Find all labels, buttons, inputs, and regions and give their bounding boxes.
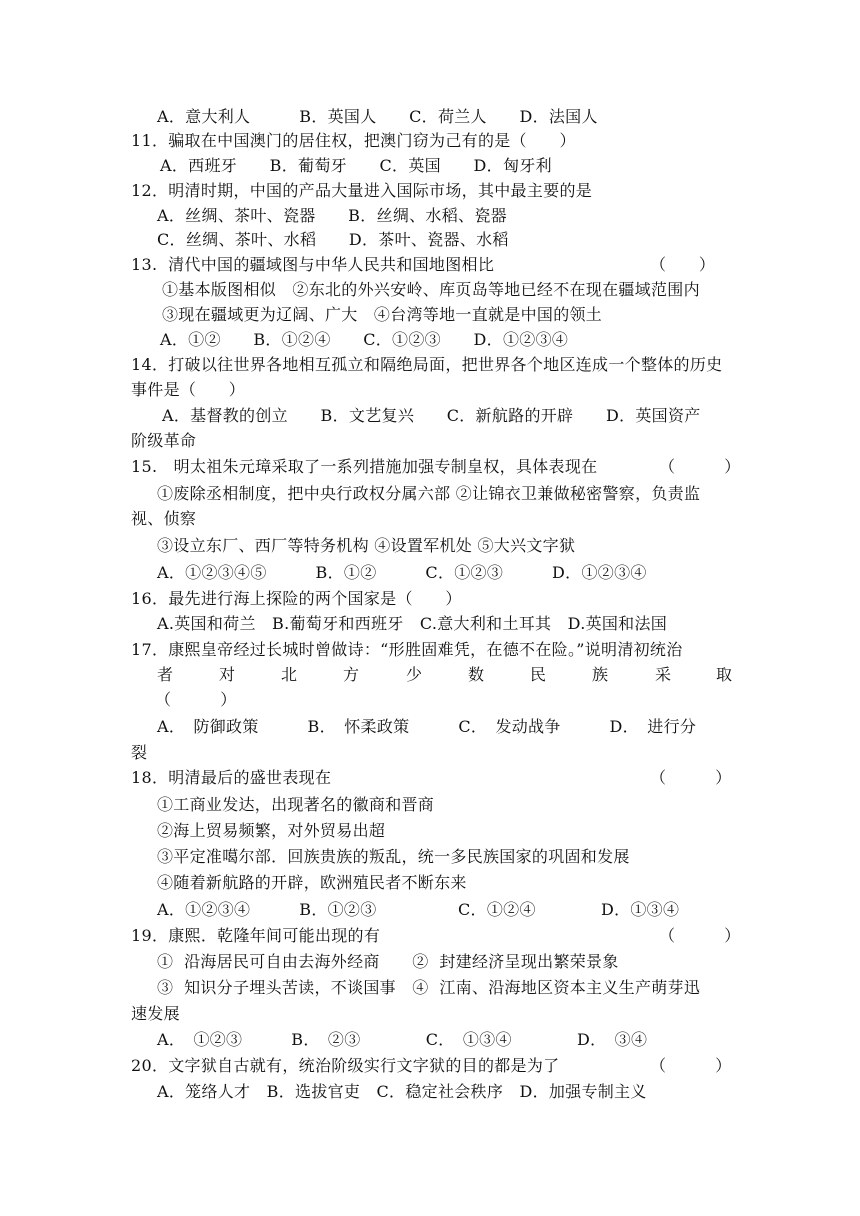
q15-stem: 15. 明太祖朱元璋采取了一系列措施加强专制皇权，具体表现在 [131, 457, 598, 476]
q19-statements-2-cont: 速发展 [131, 1004, 180, 1023]
q13-statements-1: ①基本版图相似 ②东北的外兴安岭、库页岛等地已经不在现在疆域范围内 [162, 280, 700, 299]
q16-stem: 16．最先进行海上探险的两个国家是（ ） [131, 589, 462, 608]
q17-char: 取 [716, 665, 733, 684]
q10-options: A．意大利人 B．英国人 C．荷兰人 D．法国人 [157, 107, 598, 126]
q19-answer-blank: （ ） [659, 926, 741, 945]
q12-options-ab: A．丝绸、茶叶、瓷器 B．丝绸、水稻、瓷器 [157, 206, 507, 225]
q17-char: 族 [592, 665, 609, 684]
q20-options: A．笼络人才 B．选拔官吏 C．稳定社会秩序 D．加强专制主义 [157, 1082, 647, 1101]
q18-statement-3: ③平定准噶尔部．回族贵族的叛乱，统一多民族国家的巩固和发展 [157, 847, 630, 866]
q17-char: 者 [157, 665, 174, 684]
q14-stem-2: 事件是（ ） [131, 380, 246, 399]
q18-statement-1: ①工商业发达，出现著名的徽商和晋商 [157, 795, 435, 814]
q17-char: 少 [406, 665, 423, 684]
q14-options: A．基督教的创立 B．文艺复兴 C．新航路的开辟 D．英国资产 [162, 406, 701, 425]
q17-answer-blank: （ ） [155, 690, 237, 709]
q17-char: 方 [343, 665, 360, 684]
q15-options: A．①②③④⑤ B．①② C．①②③ D．①②③④ [157, 563, 647, 582]
q12-options-cd: C．丝绸、茶叶、水稻 D．茶叶、瓷器、水稻 [157, 230, 509, 249]
q17-options: A． 防御政策 B． 怀柔政策 C． 发动战争 D． 进行分 [157, 717, 697, 736]
q15-statements-1: ①废除丞相制度，把中央行政权分属六部 ②让锦衣卫兼做秘密警察，负责监 [157, 484, 701, 503]
q19-options: A． ①②③ B． ②③ C． ①③④ D． ③④ [157, 1030, 648, 1049]
q15-answer-blank: （ ） [659, 457, 741, 476]
q16-options: A.英国和荷兰 B.葡萄牙和西班牙 C.意大利和土耳其 D.英国和法国 [157, 614, 668, 633]
q17-char: 数 [468, 665, 485, 684]
q17-char: 对 [219, 665, 236, 684]
q14-stem-1: 14．打破以往世界各地相互孤立和隔绝局面，把世界各个地区连成一个整体的历史 [131, 355, 723, 374]
q20-stem: 20．文字狱自古就有，统治阶级实行文字狱的目的都是为了 [131, 1056, 560, 1075]
q18-answer-blank: （ ） [650, 768, 732, 787]
q18-statement-2: ②海上贸易频繁，对外贸易出超 [157, 821, 386, 840]
q18-options: A．①②③④ B．①②③ C．①②④ D．①③④ [157, 900, 680, 919]
q13-answer-blank: （ ） [650, 255, 716, 274]
q15-statements-1-cont: 视、侦察 [131, 509, 197, 528]
q17-char: 采 [655, 665, 672, 684]
q19-stem: 19．康熙．乾隆年间可能出现的有 [131, 926, 381, 945]
q12-stem: 12．明清时期，中国的产品大量进入国际市场，其中最主要的是 [131, 181, 593, 200]
q13-stem: 13. 清代中国的疆域图与中华人民共和国地图相比 [131, 255, 495, 274]
q20-answer-blank: （ ） [650, 1056, 732, 1075]
q17-char: 民 [530, 665, 547, 684]
q17-char: 北 [281, 665, 298, 684]
q18-statement-4: ④随着新航路的开辟，欧洲殖民者不断东来 [157, 873, 467, 892]
q17-options-cont: 裂 [131, 743, 148, 762]
q19-statements-2: ③ 知识分子埋头苦读，不谈国事 ④ 江南、沿海地区资本主义生产萌芽迅 [157, 978, 701, 997]
q17-stem-1: 17．康熙皇帝经过长城时曾做诗：“形胜固难凭，在德不在险。”说明清初统治 [131, 640, 683, 659]
q11-stem: 11．骗取在中国澳门的居住权，把澳门窃为己有的是（ ） [131, 131, 576, 150]
q11-options: A．西班牙 B．葡萄牙 C．英国 D．匈牙利 [160, 156, 552, 175]
q19-statements-1: ① 沿海居民可自由去海外经商 ② 封建经济呈现出繁荣景象 [157, 952, 619, 971]
q13-options: A．①② B．①②④ C．①②③ D．①②③④ [160, 330, 569, 349]
q15-statements-2: ③设立东厂、西厂等特务机构 ④设置军机处 ⑤大兴文字狱 [157, 536, 576, 555]
q13-statements-2: ③现在疆域更为辽阔、广大 ④台湾等地一直就是中国的领土 [162, 305, 603, 324]
q18-stem: 18．明清最后的盛世表现在 [131, 768, 332, 787]
q14-options-cont: 阶级革命 [131, 431, 197, 450]
